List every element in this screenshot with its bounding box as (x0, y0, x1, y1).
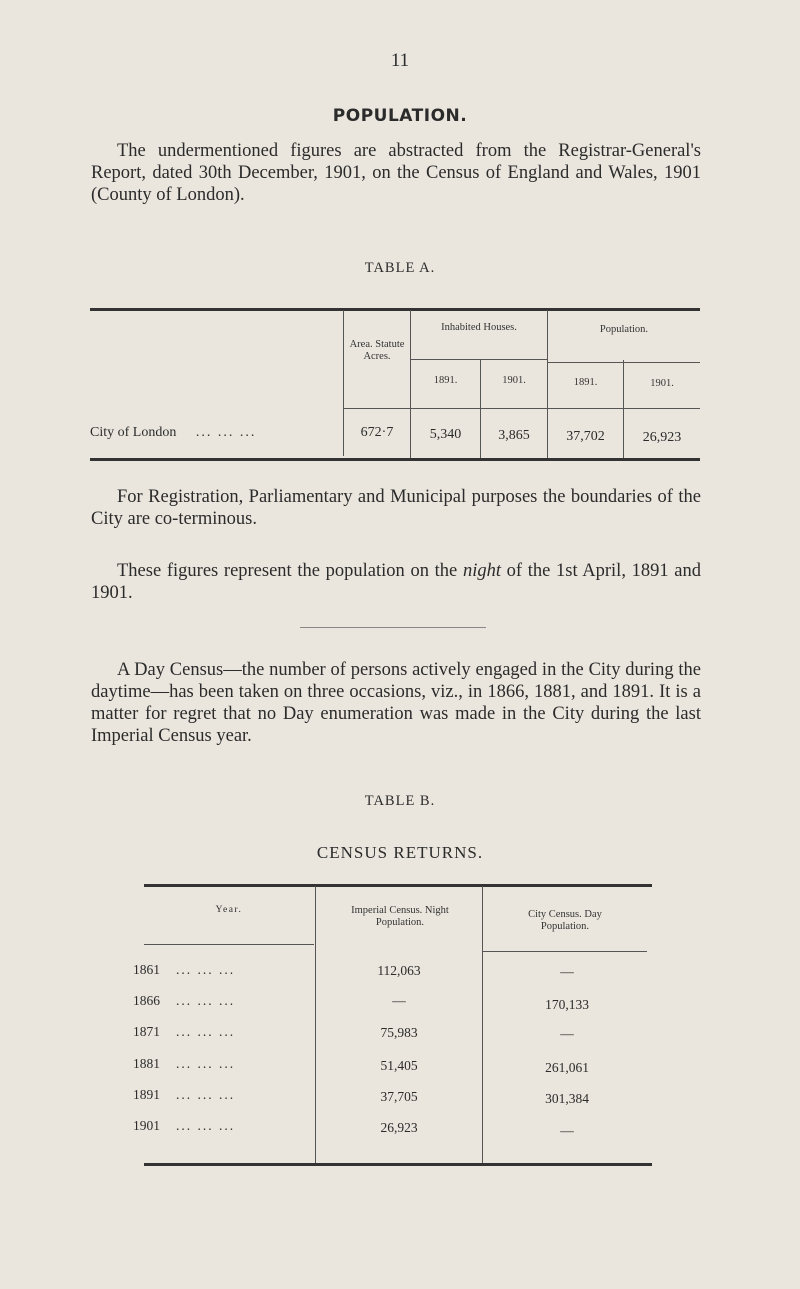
imperial-value: 26,923 (380, 1120, 418, 1135)
page-number: 11 (390, 50, 410, 71)
imperial-value: 51,405 (380, 1058, 418, 1073)
row-year: 1891 (133, 1087, 160, 1102)
table-b-divider (482, 886, 483, 1166)
row-year: 1871 (133, 1024, 160, 1039)
pop-1901-header: 1901. (650, 378, 674, 389)
area-value: 672·7 (360, 425, 394, 440)
row-leader-dots: ... ... ... (176, 1056, 236, 1071)
imperial-value: 75,983 (380, 1025, 418, 1040)
table-row (133, 1087, 303, 1103)
row-label-text: City of London (90, 425, 177, 440)
houses-1901-value: 3,865 (498, 428, 530, 443)
row-leader-dots: ... ... ... (176, 993, 236, 1008)
city-value: 301,384 (545, 1091, 589, 1106)
table-row (133, 1118, 303, 1134)
imperial-value: 112,063 (377, 963, 421, 978)
city-value: — (560, 1123, 574, 1138)
row-year: 1901 (133, 1118, 160, 1133)
pop-1901-value: 26,923 (642, 430, 682, 445)
table-b-header-rule (144, 944, 314, 945)
row-year: 1861 (133, 962, 160, 977)
city-value: — (560, 1026, 574, 1041)
city-value: 261,061 (545, 1060, 589, 1075)
table-b-caption: TABLE B. (364, 793, 436, 809)
row-year: 1881 (133, 1056, 160, 1071)
day-census-paragraph: A Day Census—the number of persons actively engaged in the City during the daytime—has been taken on three occasions, viz., in 1866, 1881, and 1891. It is a matter for regret that no Day enumeration was made in the City during the last Imperial Census year. (91, 660, 701, 746)
table-row (133, 1056, 303, 1072)
imperial-value: — (392, 993, 406, 1008)
table-b-subcaption: CENSUS RETURNS. (316, 843, 484, 862)
row-leader-dots: ... ... ... (176, 1024, 236, 1039)
col-houses-header: Inhabited Houses. (441, 322, 517, 333)
row-leader-dots: ... ... ... (176, 962, 236, 977)
row-year: 1866 (133, 993, 160, 1008)
col-year-header: Year. (215, 905, 243, 915)
col-city-header: City Census. Day Population. (528, 909, 602, 932)
intro-paragraph: The undermentioned figures are abstracted from the Registrar-General's Report, dated 30th December, 1901, on the Census of England and Wales, 1901 (County of London). (91, 141, 701, 205)
table-row (133, 1024, 303, 1040)
houses-1901-header: 1901. (502, 375, 526, 386)
row-leader-dots: ... ... ... (176, 1087, 236, 1102)
houses-1891-value: 5,340 (429, 427, 462, 442)
pop-1891-header: 1891. (573, 377, 598, 388)
table-b-header-rule (483, 951, 647, 952)
table-row (133, 962, 303, 978)
col-area-header: Area. Statute Acres. (349, 339, 405, 362)
city-value: — (560, 964, 574, 979)
row-leader-dots: ... ... ... (176, 1118, 236, 1133)
imperial-value: 37,705 (380, 1089, 418, 1104)
page-title: POPULATION. (332, 106, 468, 126)
night-text-post: of the 1st April, 1891 and 1901. (91, 561, 702, 603)
table-row (133, 993, 303, 1009)
table-b-bottom-rule (144, 1163, 652, 1166)
night-text-pre: These figures represent the population on the (117, 561, 458, 581)
row-leader-dots: ... ... ... (195, 425, 257, 440)
pop-1891-value: 37,702 (566, 429, 605, 444)
table-b-top-rule (144, 884, 652, 887)
boundaries-paragraph: For Registration, Parliamentary and Municipal purposes the boundaries of the City are co-terminous. (91, 487, 701, 529)
table-a-caption: TABLE A. (364, 260, 436, 276)
col-imperial-header: Imperial Census. Night Population. (351, 905, 449, 928)
night-emphasis: night (462, 561, 501, 581)
houses-1891-header: 1891. (433, 375, 458, 386)
city-value: 170,133 (545, 997, 589, 1012)
col-population-header: Population. (599, 324, 649, 335)
